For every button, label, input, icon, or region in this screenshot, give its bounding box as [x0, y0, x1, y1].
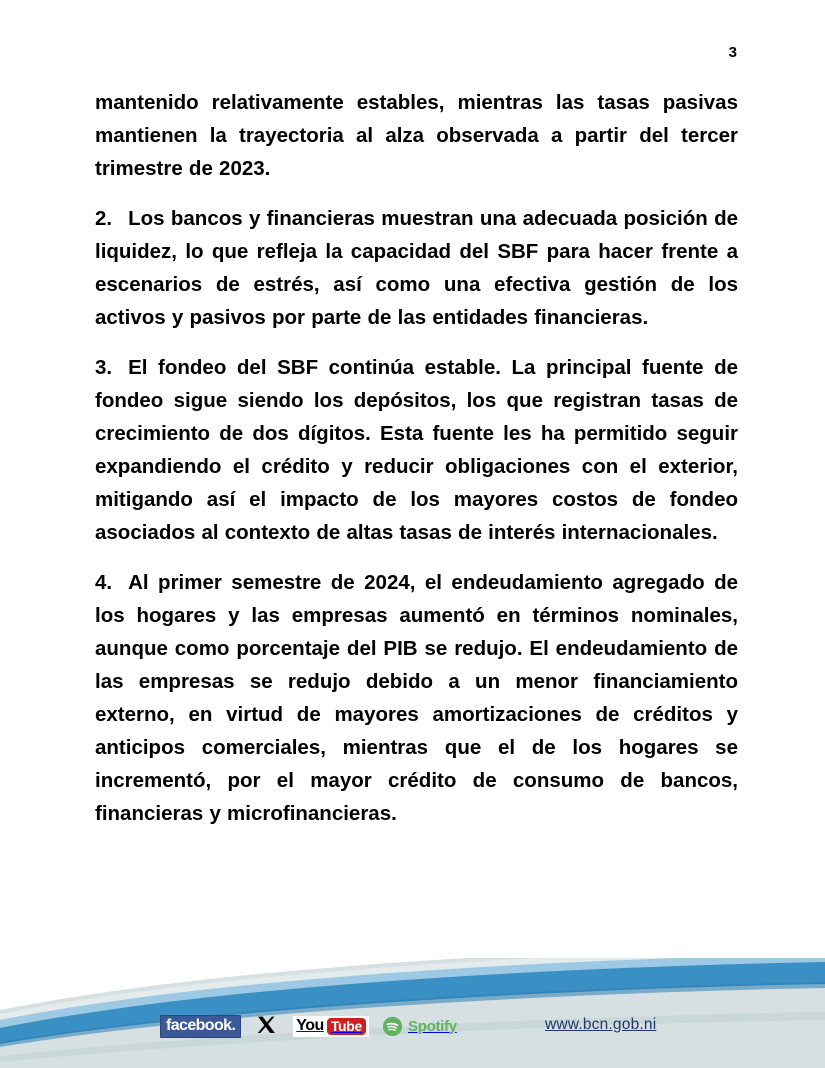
- facebook-icon[interactable]: [160, 1015, 241, 1038]
- youtube-icon[interactable]: [293, 1016, 369, 1037]
- youtube-tube-label: Tube: [327, 1018, 366, 1035]
- paragraph-item-3: [95, 351, 738, 549]
- website-url-link[interactable]: www.bcn.gob.ni: [545, 1016, 657, 1033]
- paragraph-continuation: [95, 86, 738, 185]
- x-twitter-icon[interactable]: [254, 1013, 280, 1039]
- paragraph-number: 4.: [95, 571, 113, 594]
- paragraph-text: Los bancos y financieras muestran una adecuada posición de liquidez, lo que refleja la capacidad del SBF para hacer frente a escenarios de estrés, así como una efectiva gestión de los activos y pasivos por parte de las entidades financieras.: [95, 207, 738, 329]
- paragraph-text: El fondeo del SBF continúa estable. La principal fuente de fondeo sigue siendo los depósitos, los que registran tasas de crecimiento de dos dígitos. Esta fuente les ha permitido seguir expandiendo el crédito y reducir obligaciones con el exterior, mitigando así el impacto de los mayores costos de fondeo asociados al contexto de altas tasas de interés internacionales.: [95, 356, 738, 544]
- paragraph-item-2: [95, 202, 738, 334]
- paragraph-text: Al primer semestre de 2024, el endeudamiento agregado de los hogares y las empresas aumentó en términos nominales, aunque como porcentaje del PIB se redujo. El endeudamiento de las empresas se redujo debido a un menor financiamiento externo, en virtud de mayores amortizaciones de créditos y anticipos comerciales, mientras que el de los hogares se incrementó, por el mayor crédito de consumo de bancos, financieras y microfinancieras.: [95, 571, 738, 825]
- facebook-label: facebook.: [166, 1016, 236, 1034]
- spotify-icon[interactable]: [382, 1016, 457, 1037]
- paragraph-number: 2.: [95, 207, 113, 230]
- social-links: [160, 1013, 457, 1039]
- paragraph-item-4: [95, 566, 738, 830]
- paragraph-text: mantenido relativamente estables, mientras las tasas pasivas mantienen la trayectoria al alza observada a partir del tercer trimestre de 2023.: [95, 91, 738, 180]
- youtube-you-label: You: [296, 1017, 324, 1034]
- page-header: [0, 44, 825, 70]
- spotify-glyph: [382, 1016, 403, 1037]
- footer-content: [0, 958, 825, 1068]
- document-body: [95, 86, 738, 830]
- x-glyph: [256, 1015, 278, 1037]
- spotify-label: Spotify: [408, 1017, 457, 1035]
- page-number: 3: [728, 44, 737, 61]
- paragraph-number: 3.: [95, 356, 113, 379]
